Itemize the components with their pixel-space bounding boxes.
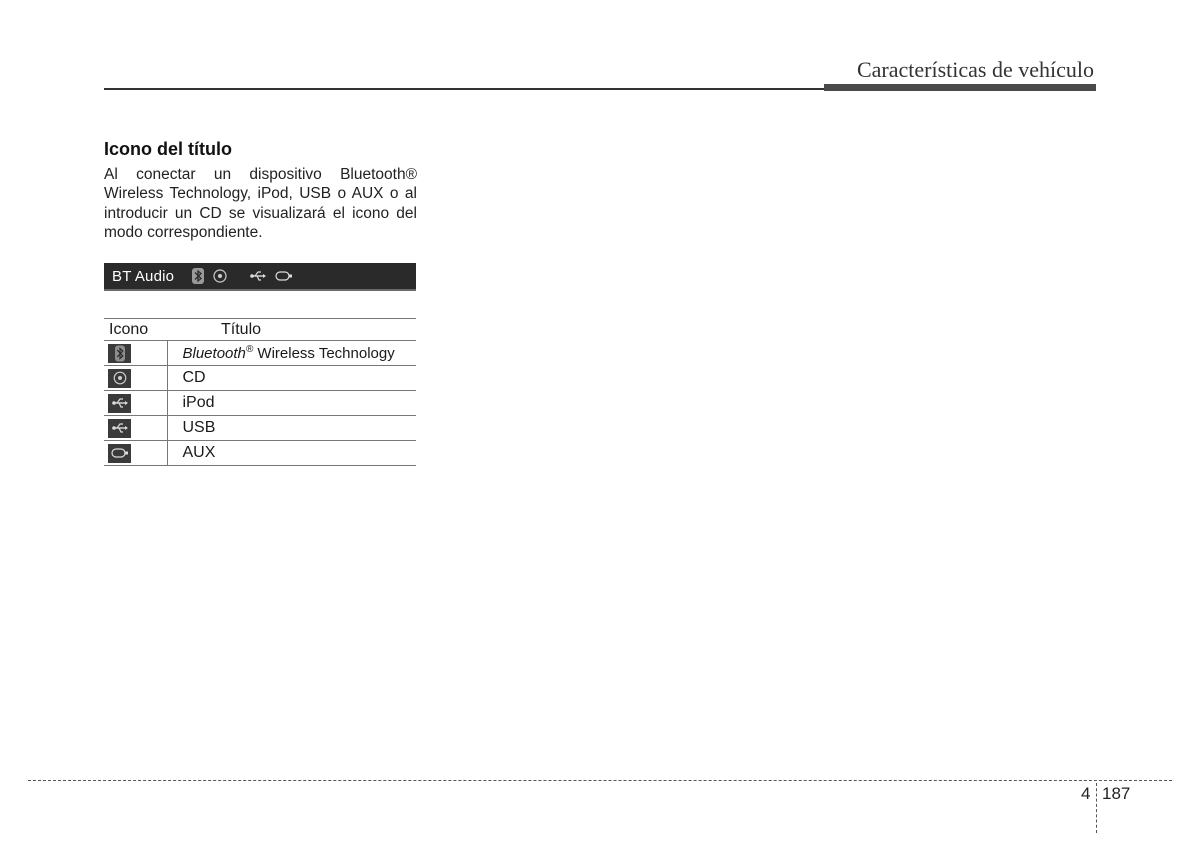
usb-icon	[250, 270, 266, 282]
section-heading: Icono del título	[104, 139, 232, 159]
table-cell-title: AUX	[167, 441, 416, 466]
header-rule-accent	[824, 84, 1096, 91]
table-header-icon: Icono	[104, 319, 167, 341]
header-rule	[104, 88, 824, 90]
cd-icon	[108, 369, 131, 388]
table-cell-title: iPod	[167, 391, 416, 416]
table-cell-title: USB	[167, 416, 416, 441]
cd-icon	[213, 269, 227, 283]
bluetooth-icon	[108, 344, 131, 363]
page-header-title: Características de vehículo	[856, 57, 1094, 82]
chapter-number: 4	[1081, 784, 1091, 803]
table-row	[104, 391, 416, 416]
bluetooth-icon	[192, 268, 204, 284]
usb-icon	[108, 419, 131, 438]
table-row	[104, 416, 416, 441]
table-row	[104, 366, 416, 391]
table-row	[104, 341, 416, 366]
footer-rule	[28, 780, 1172, 781]
footer-divider	[1096, 783, 1097, 833]
table-cell-title: Bluetooth® Wireless Technology	[167, 341, 416, 366]
icon-title-table	[104, 318, 416, 466]
usb-icon	[108, 394, 131, 413]
aux-icon	[275, 270, 293, 282]
page-number: 187	[1102, 784, 1131, 803]
table-row	[104, 441, 416, 466]
table-header-row	[104, 319, 416, 341]
table-cell-title: CD	[167, 366, 416, 391]
table-header-title: Título	[167, 319, 416, 341]
audio-display-bar	[104, 263, 416, 291]
section-body-text: Al conectar un dispositivo Bluetooth® Wireless Technology, iPod, USB o AUX o al introducir un CD se visualizará el icono del modo correspondiente.	[104, 166, 417, 241]
display-mode-label: BT Audio	[112, 267, 175, 285]
aux-icon	[108, 444, 131, 463]
